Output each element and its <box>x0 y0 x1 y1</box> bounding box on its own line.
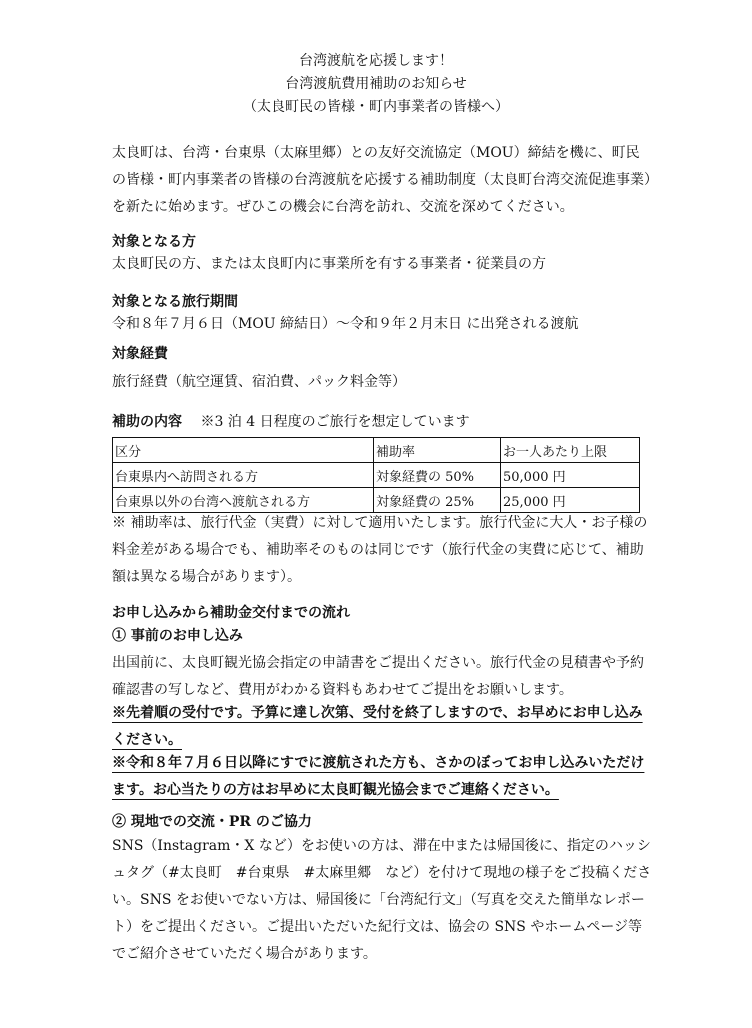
table-header-cell: 補助率 <box>374 438 501 463</box>
title-line-1: 台湾渡航を応援します！ <box>299 53 453 69</box>
table-cell: 対象経費の 25% <box>374 488 501 513</box>
subsidy-note: ※3 泊 4 日程度のご旅行を想定しています <box>200 414 470 430</box>
table-cell: 25,000 円 <box>501 488 640 513</box>
step1-heading: ① 事前のお申し込み <box>112 628 243 644</box>
table-header-row <box>113 438 640 463</box>
table-header-cell: 区分 <box>113 438 374 463</box>
title-line-2: 台湾渡航費用補助のお知らせ <box>285 76 467 92</box>
intro-paragraph: 太良町は、台湾・台東県（太麻里郷）との友好交流協定（MOU）締結を機に、町民の皆様・町内事業者の皆様の台湾渡航を応援する補助制度（太良町台湾交流促進事業）を新たに始めます。ぜひこの機会に台湾を訪れ、交流を深めてください。 <box>112 145 651 215</box>
table-cell: 台東県以外の台湾へ渡航される方 <box>113 488 374 513</box>
step2-text: SNS（Instagram・X など）をお使いの方は、滞在中または帰国後に、指定のハッシュタグ（#太良町 #台東県 #太麻里郷 など）を付けて現地の様子をご投稿ください。SNS をお使いでない方は、帰国後に「台湾紀行文」（写真を交えた簡単なレポート）をご提出ください。ご提出いただいた紀行文は、協会の SNS やホームページ等でご紹介させていただく場合があります。 <box>112 838 652 962</box>
step2-heading: ② 現地での交流・PR のご協力 <box>112 814 312 830</box>
target-heading: 対象となる方 <box>112 234 196 250</box>
step1-text: 出国前に、太良町観光協会指定の申請書をご提出ください。旅行代金の見積書や予約確認書の写しなど、費用がわかる資料もあわせてご提出をお願いします。 <box>112 655 644 698</box>
table-header-cell: お一人あたり上限 <box>501 438 640 463</box>
subsidy-table <box>112 437 640 513</box>
subsidy-heading-row <box>112 412 470 432</box>
step1-notice-retroactive: ※令和８年７月６日以降にすでに渡航された方も、さかのぼってお申し込みいただけます。お心当たりの方はお早めに太良町観光協会までご連絡ください。 <box>112 755 645 798</box>
document-title <box>0 50 752 119</box>
table-cell: 台東県内へ訪問される方 <box>113 463 374 488</box>
period-text: 令和８年７月６日（MOU 締結日）～令和９年２月末日 に出発される渡航 <box>112 316 579 332</box>
target-text: 太良町民の方、または太良町内に事業所を有する事業者・従業員の方 <box>112 256 546 272</box>
subsidy-footnote: ※ 補助率は、旅行代金（実費）に対して適用いたします。旅行代金に大人・お子様の料金差がある場合でも、補助率そのものは同じです（旅行代金の実費に応じて、補助額は異なる場合があります）。 <box>112 515 648 585</box>
flow-heading: お申し込みから補助金交付までの流れ <box>112 605 350 621</box>
subsidy-heading: 補助の内容 <box>112 414 182 430</box>
table-row <box>113 463 640 488</box>
table-cell: 対象経費の 50% <box>374 463 501 488</box>
expenses-heading: 対象経費 <box>112 346 168 362</box>
step1-notice-first-come: ※先着順の受付です。予算に達し次第、受付を終了しますので、お早めにお申し込みください。 <box>112 705 643 748</box>
period-heading: 対象となる旅行期間 <box>112 294 238 310</box>
table-cell: 50,000 円 <box>501 463 640 488</box>
expenses-text: 旅行経費（航空運賃、宿泊費、パック料金等） <box>112 374 406 390</box>
title-line-3: （太良町民の皆様・町内事業者の皆様へ） <box>243 99 509 115</box>
table-row <box>113 488 640 513</box>
